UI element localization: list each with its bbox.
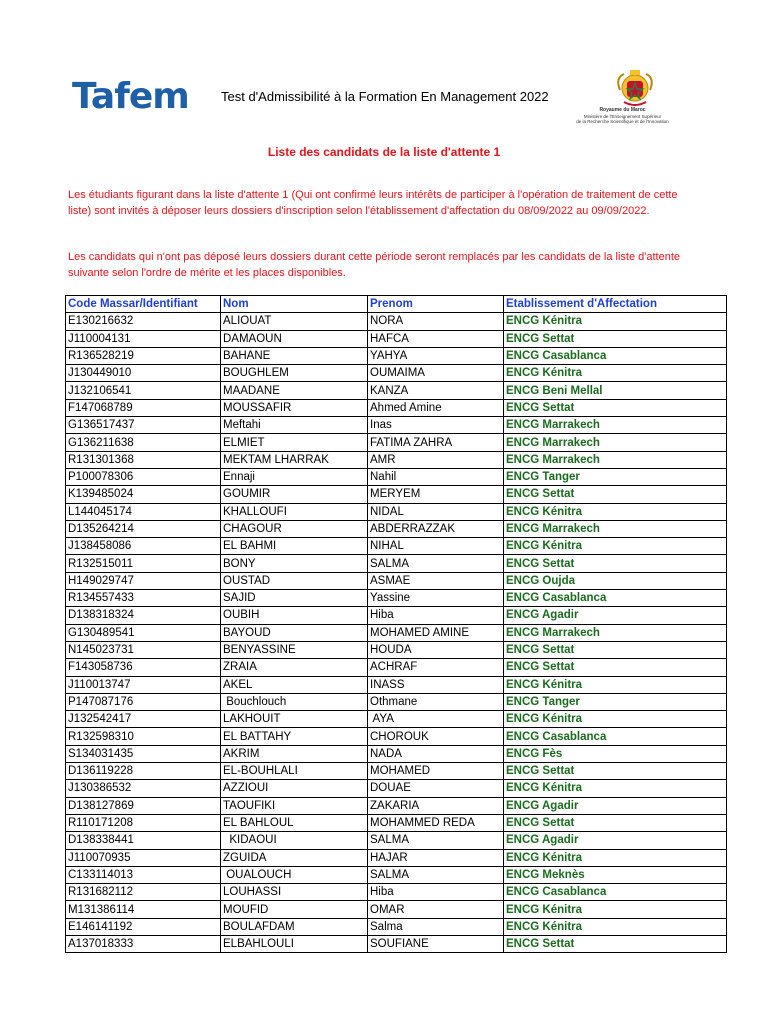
prenom-cell: ASMAE xyxy=(368,572,504,589)
code-cell: F143058736 xyxy=(66,659,221,676)
table-row xyxy=(66,763,727,780)
nom-cell: LAKHOUIT xyxy=(221,711,368,728)
prenom-cell: OMAR xyxy=(368,901,504,918)
table-row xyxy=(66,832,727,849)
nom-cell: Ennaji xyxy=(221,468,368,485)
etablissement-cell: ENCG Kénitra xyxy=(504,918,727,935)
etablissement-cell: ENCG Kénitra xyxy=(504,503,727,520)
prenom-cell: OUMAIMA xyxy=(368,365,504,382)
nom-cell: MEKTAM LHARRAK xyxy=(221,451,368,468)
prenom-cell: Othmane xyxy=(368,693,504,710)
prenom-cell: YAHYA xyxy=(368,347,504,364)
prenom-cell: SALMA xyxy=(368,555,504,572)
nom-cell: SAJID xyxy=(221,590,368,607)
table-row xyxy=(66,330,727,347)
prenom-cell: MOHAMMED REDA xyxy=(368,814,504,831)
etablissement-cell: ENCG Settat xyxy=(504,330,727,347)
prenom-cell: ZAKARIA xyxy=(368,797,504,814)
table-row xyxy=(66,434,727,451)
etablissement-cell: ENCG Fès xyxy=(504,745,727,762)
code-cell: D138127869 xyxy=(66,797,221,814)
etablissement-cell: ENCG Kénitra xyxy=(504,538,727,555)
column-header-code: Code Massar/Identifiant xyxy=(66,296,221,313)
nom-cell: ZGUIDA xyxy=(221,849,368,866)
code-cell: F147068789 xyxy=(66,399,221,416)
prenom-cell: AYA xyxy=(368,711,504,728)
nom-cell: BONY xyxy=(221,555,368,572)
code-cell: K139485024 xyxy=(66,486,221,503)
table-row xyxy=(66,607,727,624)
code-cell: R132515011 xyxy=(66,555,221,572)
prenom-cell: SOUFIANE xyxy=(368,935,504,952)
nom-cell: EL BAHLOUL xyxy=(221,814,368,831)
etablissement-cell: ENCG Settat xyxy=(504,486,727,503)
etablissement-cell: ENCG Settat xyxy=(504,555,727,572)
prenom-cell: Ahmed Amine xyxy=(368,399,504,416)
nom-cell: DAMAOUN xyxy=(221,330,368,347)
table-row xyxy=(66,347,727,364)
table-row xyxy=(66,313,727,330)
code-cell: M131386114 xyxy=(66,901,221,918)
prenom-cell: HAFCA xyxy=(368,330,504,347)
prenom-cell: NIHAL xyxy=(368,538,504,555)
table-row xyxy=(66,901,727,918)
table-row xyxy=(66,555,727,572)
nom-cell: Meftahi xyxy=(221,417,368,434)
table-row xyxy=(66,711,727,728)
prenom-cell: AMR xyxy=(368,451,504,468)
nom-cell: EL-BOUHLALI xyxy=(221,763,368,780)
code-cell: G136211638 xyxy=(66,434,221,451)
table-row xyxy=(66,468,727,485)
nom-cell: ELMIET xyxy=(221,434,368,451)
etablissement-cell: ENCG Settat xyxy=(504,659,727,676)
code-cell: P147087176 xyxy=(66,693,221,710)
etablissement-cell: ENCG Marrakech xyxy=(504,434,727,451)
prenom-cell: FATIMA ZAHRA xyxy=(368,434,504,451)
prenom-cell: NORA xyxy=(368,313,504,330)
nom-cell: MAADANE xyxy=(221,382,368,399)
etablissement-cell: ENCG Settat xyxy=(504,641,727,658)
notice-paragraph-1: Les étudiants figurant dans la liste d'attente 1 (Qui ont confirmé leurs intérêts de participer à l'opération de traitement de cette liste) sont invités à déposer leurs dossiers d'inscription selon l'établissement d'affectation du 08/09/2022 au 09/09/2022. xyxy=(68,189,678,217)
notice-paragraph-2: Les candidats qui n'ont pas déposé leurs dossiers durant cette période seront remplacés par les candidats de la liste d'attente suivante selon l'ordre de mérite et les places disponibles. xyxy=(68,251,681,279)
code-cell: H149029747 xyxy=(66,572,221,589)
code-cell: G136517437 xyxy=(66,417,221,434)
prenom-cell: Inas xyxy=(368,417,504,434)
prenom-cell: NIDAL xyxy=(368,503,504,520)
code-cell: G130489541 xyxy=(66,624,221,641)
table-row xyxy=(66,693,727,710)
prenom-cell: HAJAR xyxy=(368,849,504,866)
etablissement-cell: ENCG Kénitra xyxy=(504,849,727,866)
etablissement-cell: ENCG Marrakech xyxy=(504,624,727,641)
code-cell: D138338441 xyxy=(66,832,221,849)
etablissement-cell: ENCG Agadir xyxy=(504,797,727,814)
etablissement-cell: ENCG Kénitra xyxy=(504,780,727,797)
code-cell: D135264214 xyxy=(66,520,221,537)
etablissement-cell: ENCG Settat xyxy=(504,814,727,831)
etablissement-cell: ENCG Oujda xyxy=(504,572,727,589)
code-cell: S134031435 xyxy=(66,745,221,762)
table-body xyxy=(66,313,727,953)
etablissement-cell: ENCG Marrakech xyxy=(504,451,727,468)
nom-cell: MOUFID xyxy=(221,901,368,918)
nom-cell: BOUGHLEM xyxy=(221,365,368,382)
prenom-cell: Hiba xyxy=(368,607,504,624)
prenom-cell: Nahil xyxy=(368,468,504,485)
table-row xyxy=(66,520,727,537)
table-row xyxy=(66,590,727,607)
table-row xyxy=(66,797,727,814)
nom-cell: AZZIOUI xyxy=(221,780,368,797)
nom-cell: EL BAHMI xyxy=(221,538,368,555)
etablissement-cell: ENCG Kénitra xyxy=(504,901,727,918)
code-cell: J132106541 xyxy=(66,382,221,399)
nom-cell: BAHANE xyxy=(221,347,368,364)
etablissement-cell: ENCG Kénitra xyxy=(504,711,727,728)
code-cell: D136119228 xyxy=(66,763,221,780)
code-cell: J138458086 xyxy=(66,538,221,555)
prenom-cell: MERYEM xyxy=(368,486,504,503)
prenom-cell: ABDERRAZZAK xyxy=(368,520,504,537)
code-cell: C133114013 xyxy=(66,866,221,883)
nom-cell: TAOUFIKI xyxy=(221,797,368,814)
etablissement-cell: ENCG Casablanca xyxy=(504,728,727,745)
code-cell: R131682112 xyxy=(66,884,221,901)
code-cell: J110013747 xyxy=(66,676,221,693)
table-row xyxy=(66,382,727,399)
etablissement-cell: ENCG Tanger xyxy=(504,468,727,485)
table-row xyxy=(66,676,727,693)
table-row xyxy=(66,745,727,762)
prenom-cell: MOHAMED AMINE xyxy=(368,624,504,641)
table-row xyxy=(66,503,727,520)
etablissement-cell: ENCG Kénitra xyxy=(504,313,727,330)
code-cell: R131301368 xyxy=(66,451,221,468)
nom-cell: KHALLOUFI xyxy=(221,503,368,520)
nom-cell: LOUHASSI xyxy=(221,884,368,901)
etablissement-cell: ENCG Casablanca xyxy=(504,884,727,901)
etablissement-cell: ENCG Settat xyxy=(504,935,727,952)
table-row xyxy=(66,417,727,434)
header-title: Test d'Admissibilité à la Formation En Management 2022 xyxy=(221,89,549,104)
etablissement-cell: ENCG Kénitra xyxy=(504,676,727,693)
table-row xyxy=(66,884,727,901)
code-cell: R134557433 xyxy=(66,590,221,607)
prenom-cell: Salma xyxy=(368,918,504,935)
code-cell: R136528219 xyxy=(66,347,221,364)
code-cell: E130216632 xyxy=(66,313,221,330)
code-cell: J110070935 xyxy=(66,849,221,866)
prenom-cell: MOHAMED xyxy=(368,763,504,780)
table-row xyxy=(66,399,727,416)
column-header-prenom: Prenom xyxy=(368,296,504,313)
code-cell: L144045174 xyxy=(66,503,221,520)
table-row xyxy=(66,365,727,382)
table-row xyxy=(66,728,727,745)
etablissement-cell: ENCG Marrakech xyxy=(504,417,727,434)
code-cell: N145023731 xyxy=(66,641,221,658)
nom-cell: CHAGOUR xyxy=(221,520,368,537)
etablissement-cell: ENCG Agadir xyxy=(504,832,727,849)
table-header-row xyxy=(66,296,727,313)
nom-cell: Bouchlouch xyxy=(221,693,368,710)
prenom-cell: HOUDA xyxy=(368,641,504,658)
code-cell: D138318324 xyxy=(66,607,221,624)
emblem-caption: Royaume du Maroc Ministère de l'Enseignement Supérieur de la Recherche Scientifique et de l'Innovation xyxy=(576,107,669,124)
nom-cell: OUBIH xyxy=(221,607,368,624)
column-header-nom: Nom xyxy=(221,296,368,313)
etablissement-cell: ENCG Settat xyxy=(504,763,727,780)
prenom-cell: Yassine xyxy=(368,590,504,607)
code-cell: J130386532 xyxy=(66,780,221,797)
code-cell: P100078306 xyxy=(66,468,221,485)
prenom-cell: ACHRAF xyxy=(368,659,504,676)
code-cell: J132542417 xyxy=(66,711,221,728)
prenom-cell: CHOROUK xyxy=(368,728,504,745)
candidates-table xyxy=(65,295,727,953)
table-row xyxy=(66,572,727,589)
code-cell: R110171208 xyxy=(66,814,221,831)
etablissement-cell: ENCG Casablanca xyxy=(504,590,727,607)
nom-cell: ELBAHLOULI xyxy=(221,935,368,952)
nom-cell: OUALOUCH xyxy=(221,866,368,883)
nom-cell: GOUMIR xyxy=(221,486,368,503)
prenom-cell: NADA xyxy=(368,745,504,762)
prenom-cell: KANZA xyxy=(368,382,504,399)
table-row xyxy=(66,641,727,658)
column-header-etablissement: Etablissement d'Affectation xyxy=(504,296,727,313)
table-row xyxy=(66,814,727,831)
code-cell: A137018333 xyxy=(66,935,221,952)
etablissement-cell: ENCG Agadir xyxy=(504,607,727,624)
table-row xyxy=(66,935,727,952)
table-row xyxy=(66,849,727,866)
nom-cell: AKEL xyxy=(221,676,368,693)
prenom-cell: Hiba xyxy=(368,884,504,901)
table-row xyxy=(66,486,727,503)
table-row xyxy=(66,918,727,935)
table-row xyxy=(66,624,727,641)
nom-cell: BAYOUD xyxy=(221,624,368,641)
code-cell: E146141192 xyxy=(66,918,221,935)
code-cell: J130449010 xyxy=(66,365,221,382)
table-row xyxy=(66,538,727,555)
prenom-cell: DOUAE xyxy=(368,780,504,797)
nom-cell: AKRIM xyxy=(221,745,368,762)
table-row xyxy=(66,451,727,468)
etablissement-cell: ENCG Casablanca xyxy=(504,347,727,364)
list-title: Liste des candidats de la liste d'attente 1 xyxy=(267,145,501,159)
table-row xyxy=(66,866,727,883)
table-row xyxy=(66,780,727,797)
nom-cell: BOULAFDAM xyxy=(221,918,368,935)
etablissement-cell: ENCG Meknès xyxy=(504,866,727,883)
nom-cell: BENYASSINE xyxy=(221,641,368,658)
nom-cell: ALIOUAT xyxy=(221,313,368,330)
table-row xyxy=(66,659,727,676)
tafem-logo: Tafem xyxy=(72,76,189,117)
code-cell: R132598310 xyxy=(66,728,221,745)
nom-cell: MOUSSAFIR xyxy=(221,399,368,416)
prenom-cell: SALMA xyxy=(368,832,504,849)
etablissement-cell: ENCG Marrakech xyxy=(504,520,727,537)
nom-cell: KIDAOUI xyxy=(221,832,368,849)
nom-cell: OUSTAD xyxy=(221,572,368,589)
etablissement-cell: ENCG Tanger xyxy=(504,693,727,710)
etablissement-cell: ENCG Beni Mellal xyxy=(504,382,727,399)
etablissement-cell: ENCG Settat xyxy=(504,399,727,416)
prenom-cell: SALMA xyxy=(368,866,504,883)
nom-cell: EL BATTAHY xyxy=(221,728,368,745)
prenom-cell: INASS xyxy=(368,676,504,693)
code-cell: J110004131 xyxy=(66,330,221,347)
nom-cell: ZRAIA xyxy=(221,659,368,676)
etablissement-cell: ENCG Kénitra xyxy=(504,365,727,382)
